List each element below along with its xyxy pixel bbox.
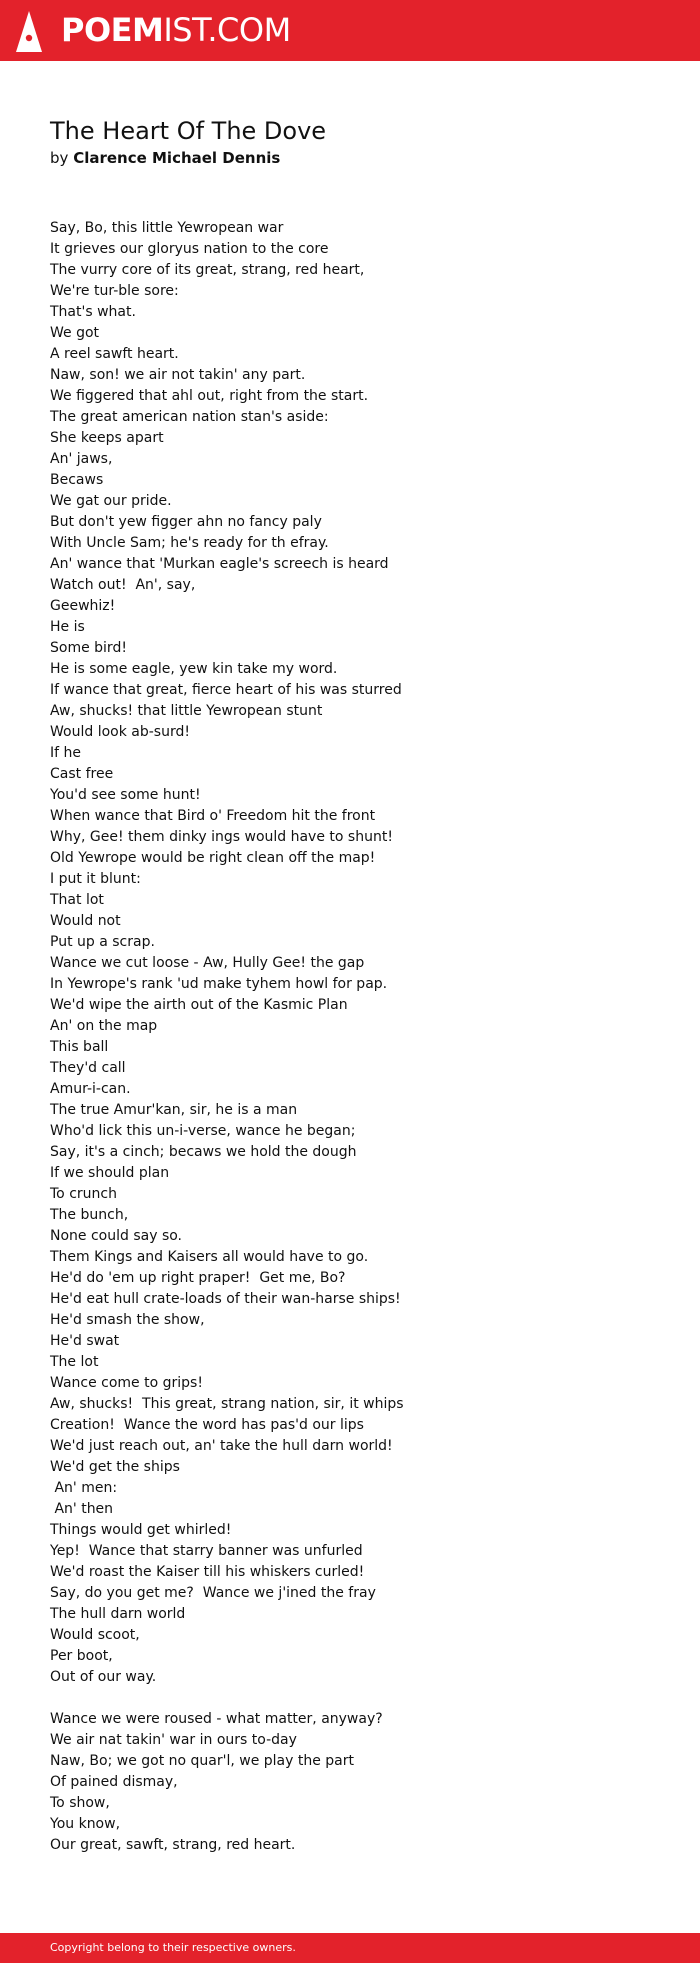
poem-line: We'd get the ships — [50, 1459, 180, 1475]
poem-line: An' then — [50, 1501, 114, 1517]
poem-line: Put up a scrap. — [50, 934, 155, 950]
poem-line — [50, 1688, 670, 1709]
poem-line: Would not — [50, 913, 121, 929]
site-logo[interactable] — [61, 13, 291, 47]
poem-line: None could say so. — [50, 1228, 183, 1244]
poem-line: But don't yew figger ahn no fancy paly — [50, 514, 322, 530]
poem-line: We'd just reach out, an' take the hull darn world! — [50, 1438, 393, 1454]
poem-line: Aw, shucks! This great, strang nation, sir, it whips — [50, 1396, 404, 1412]
poem-line: Naw, Bo; we got no quar'l, we play the part — [50, 1753, 355, 1769]
poem-line: We'd wipe the airth out of the Kasmic Plan — [50, 997, 348, 1013]
poem-line: This ball — [50, 1039, 109, 1055]
poem-line: Things would get whirled! — [50, 1522, 232, 1538]
poem-line: Our great, sawft, strang, red heart. — [50, 1837, 296, 1853]
poem-line: The true Amur'kan, sir, he is a man — [50, 1102, 298, 1118]
poem-line: You'd see some hunt! — [50, 787, 201, 803]
by-label: by — [50, 149, 69, 167]
poem-line: To show, — [50, 1795, 110, 1811]
poem-line: He'd swat — [50, 1333, 120, 1349]
poem-line: Of pained dismay, — [50, 1774, 178, 1790]
poem-line: Some bird! — [50, 640, 127, 656]
poem-line: Them Kings and Kaisers all would have to go. — [50, 1249, 369, 1265]
pen-nib-icon[interactable] — [16, 11, 42, 52]
poem-line: He'd smash the show, — [50, 1312, 205, 1328]
poem-line: Naw, son! we air not takin' any part. — [50, 367, 306, 383]
poem-title: The Heart Of The Dove — [50, 117, 327, 145]
poem-line: Cast free — [50, 766, 114, 782]
poem-line: Why, Gee! them dinky ings would have to shunt! — [50, 829, 393, 845]
poem-line: A reel sawft heart. — [50, 346, 179, 362]
poem-line: Aw, shucks! that little Yewropean stunt — [50, 703, 323, 719]
poem-line: An' on the map — [50, 1018, 158, 1034]
logo-bold-text: POEM — [61, 11, 164, 49]
poem-line: He'd eat hull crate-loads of their wan-harse ships! — [50, 1291, 401, 1307]
poem-line: He is some eagle, yew kin take my word. — [50, 661, 338, 677]
poem-line: Wance come to grips! — [50, 1375, 203, 1391]
poem-line: Becaws — [50, 472, 104, 488]
poem-line: Who'd lick this un-i-verse, wance he began; — [50, 1123, 356, 1139]
poem-line: The lot — [50, 1354, 99, 1370]
poem-line: The hull darn world — [50, 1606, 186, 1622]
poem-line: Out of our way. — [50, 1669, 157, 1685]
poem-line: We'd roast the Kaiser till his whiskers curled! — [50, 1564, 365, 1580]
byline — [50, 147, 280, 169]
poem-line: I put it blunt: — [50, 871, 141, 887]
site-header — [0, 0, 700, 61]
poem-line: Wance we were roused - what matter, anyway? — [50, 1711, 383, 1727]
site-footer — [0, 1933, 700, 1963]
poem-line: If he — [50, 745, 81, 761]
poem-line: Say, Bo, this little Yewropean war — [50, 220, 284, 236]
logo-light-text: IST.COM — [163, 11, 291, 49]
poem-line: That lot — [50, 892, 104, 908]
poem-line: Wance we cut loose - Aw, Hully Gee! the gap — [50, 955, 365, 971]
poem-line: An' wance that 'Murkan eagle's screech is heard — [50, 556, 389, 572]
poem-line: We gat our pride. — [50, 493, 172, 509]
poem-line: Geewhiz! — [50, 598, 116, 614]
author-name[interactable]: Clarence Michael Dennis — [73, 149, 281, 167]
poem-line: The bunch, — [50, 1207, 129, 1223]
poem-line: The vurry core of its great, strang, red heart, — [50, 262, 365, 278]
poem-line: Per boot, — [50, 1648, 113, 1664]
poem-line: That's what. — [50, 304, 136, 320]
poem-line: With Uncle Sam; he's ready for th efray. — [50, 535, 329, 551]
poem-line: Amur-i-can. — [50, 1081, 131, 1097]
poem-line: Would scoot, — [50, 1627, 140, 1643]
poem-line: Creation! Wance the word has pas'd our lips — [50, 1417, 364, 1433]
poem-line: The great american nation stan's aside: — [50, 409, 329, 425]
poem-line: An' men: — [50, 1480, 118, 1496]
poem-line: They'd call — [50, 1060, 126, 1076]
poem-line: It grieves our gloryus nation to the core — [50, 241, 329, 257]
poem-line: We air nat takin' war in ours to-day — [50, 1732, 297, 1748]
poem-line: He is — [50, 619, 85, 635]
poem-body — [50, 218, 670, 1856]
poem-line: To crunch — [50, 1186, 117, 1202]
poem-line: Watch out! An', say, — [50, 577, 196, 593]
poem-line: We got — [50, 325, 100, 341]
poem-line: Would look ab-surd! — [50, 724, 190, 740]
poem-line: If we should plan — [50, 1165, 170, 1181]
poem-line: In Yewrope's rank 'ud make tyhem howl for pap. — [50, 976, 388, 992]
poem-line: An' jaws, — [50, 451, 113, 467]
poem-line: She keeps apart — [50, 430, 164, 446]
poem-line: Say, it's a cinch; becaws we hold the dough — [50, 1144, 357, 1160]
poem-line: Yep! Wance that starry banner was unfurled — [50, 1543, 363, 1559]
poem-line: You know, — [50, 1816, 121, 1832]
poem-line: When wance that Bird o' Freedom hit the front — [50, 808, 376, 824]
poem-line: He'd do 'em up right praper! Get me, Bo? — [50, 1270, 346, 1286]
copyright-text: Copyright belong to their respective owners. — [50, 1941, 296, 1954]
poem-line: Old Yewrope would be right clean off the map! — [50, 850, 376, 866]
poem-line: Say, do you get me? Wance we j'ined the fray — [50, 1585, 376, 1601]
poem-line: We figgered that ahl out, right from the start. — [50, 388, 369, 404]
poem-line: We're tur-ble sore: — [50, 283, 179, 299]
poem-line: If wance that great, fierce heart of his was sturred — [50, 682, 402, 698]
